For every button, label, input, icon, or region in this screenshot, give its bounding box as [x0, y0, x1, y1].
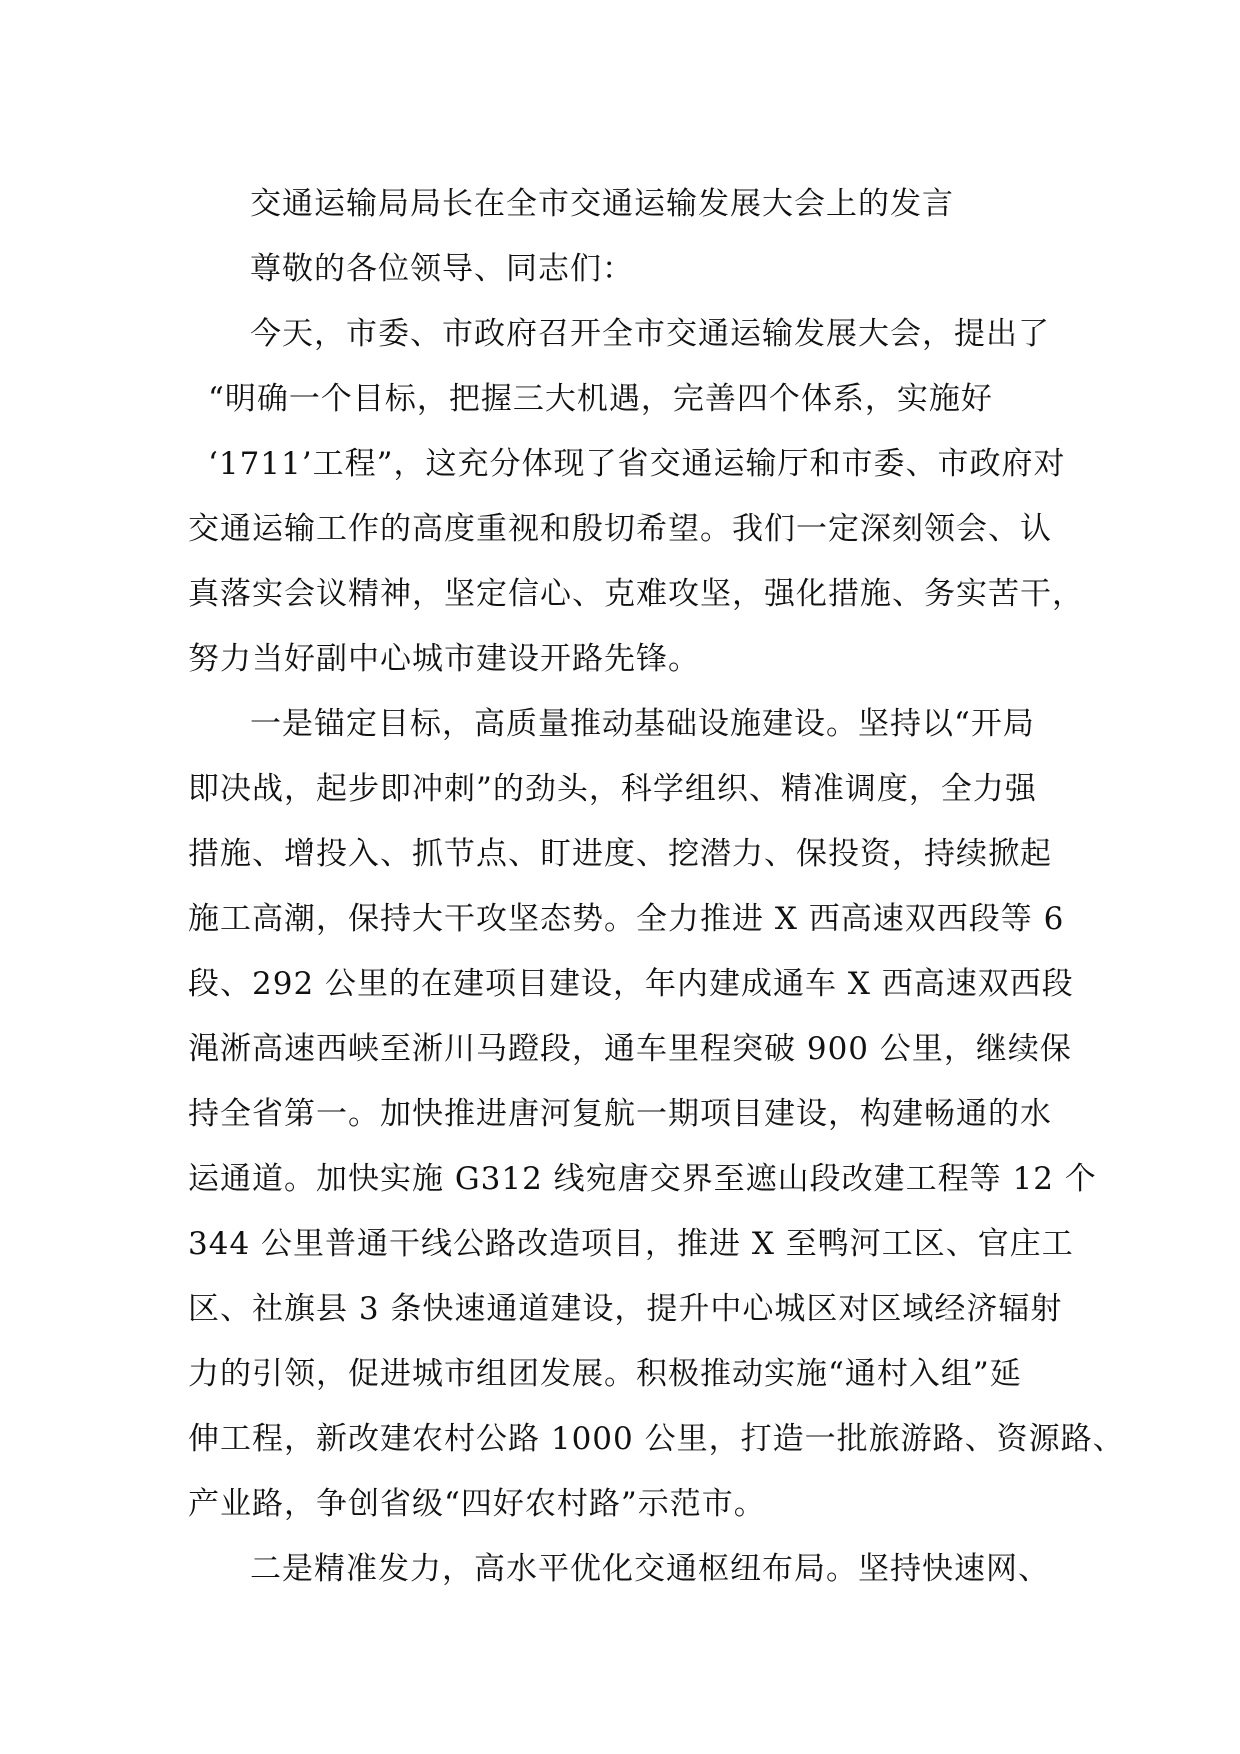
paragraph-line: 区、社旗县 3 条快速通道建设，提升中心城区对区域经济辐射 [188, 1291, 1063, 1327]
salutation: 尊敬的各位领导、同志们： [250, 251, 634, 287]
document-title: 交通运输局局长在全市交通运输发展大会上的发言 [250, 186, 954, 222]
paragraph-line: “明确一个目标，把握三大机遇，完善四个体系，实施好 [208, 381, 993, 417]
document-page [188, 172, 1125, 1602]
paragraph-line: 即决战，起步即冲刺”的劲头，科学组织、精准调度，全力强 [188, 771, 1037, 807]
paragraph-line: 施工高潮，保持大干攻坚态势。全力推进 X 西高速双西段等 6 [188, 901, 1065, 937]
paragraph-line: 今天，市委、市政府召开全市交通运输发展大会，提出了 [250, 316, 1050, 352]
paragraph-hub-layout [188, 1537, 1088, 1602]
paragraph-line: 段、292 公里的在建项目建设，年内建成通车 X 西高速双西段 [188, 966, 1074, 1002]
paragraph-line: 力的引领，促进城市组团发展。积极推动实施“通村入组”延 [188, 1356, 1022, 1392]
paragraph-line: 产业路，争创省级“四好农村路”示范市。 [188, 1486, 766, 1522]
paragraph-line: 344 公里普通干线公路改造项目，推进 X 至鸭河工区、官庄工 [188, 1226, 1074, 1262]
paragraph-line: 努力当好副中心城市建设开路先锋。 [188, 641, 700, 677]
paragraph-infrastructure [188, 692, 1125, 1537]
paragraph-line: 真落实会议精神，坚定信心、克难攻坚，强化措施、务实苦干， [188, 576, 1084, 612]
paragraph-line: 二是精准发力，高水平优化交通枢纽布局。坚持快速网、 [250, 1551, 1050, 1587]
paragraph-line: 伸工程，新改建农村公路 1000 公里，打造一批旅游路、资源路、 [188, 1421, 1125, 1457]
paragraph-line: 一是锚定目标，高质量推动基础设施建设。坚持以“开局 [250, 706, 1035, 742]
paragraph-line: ‘1711’工程”，这充分体现了省交通运输厅和市委、市政府对 [208, 446, 1066, 482]
paragraph-line: 措施、增投入、抓节点、盯进度、挖潜力、保投资，持续掀起 [188, 836, 1052, 872]
paragraph-line: 交通运输工作的高度重视和殷切希望。我们一定深刻领会、认 [188, 511, 1052, 547]
paragraph-line: 渑淅高速西峡至淅川马蹬段，通车里程突破 900 公里，继续保 [188, 1031, 1072, 1067]
paragraph-line: 持全省第一。加快推进唐河复航一期项目建设，构建畅通的水 [188, 1096, 1052, 1132]
paragraph-line: 运通道。加快实施 G312 线宛唐交界至遮山段改建工程等 12 个 [188, 1161, 1097, 1197]
paragraph-opening [188, 302, 1088, 692]
